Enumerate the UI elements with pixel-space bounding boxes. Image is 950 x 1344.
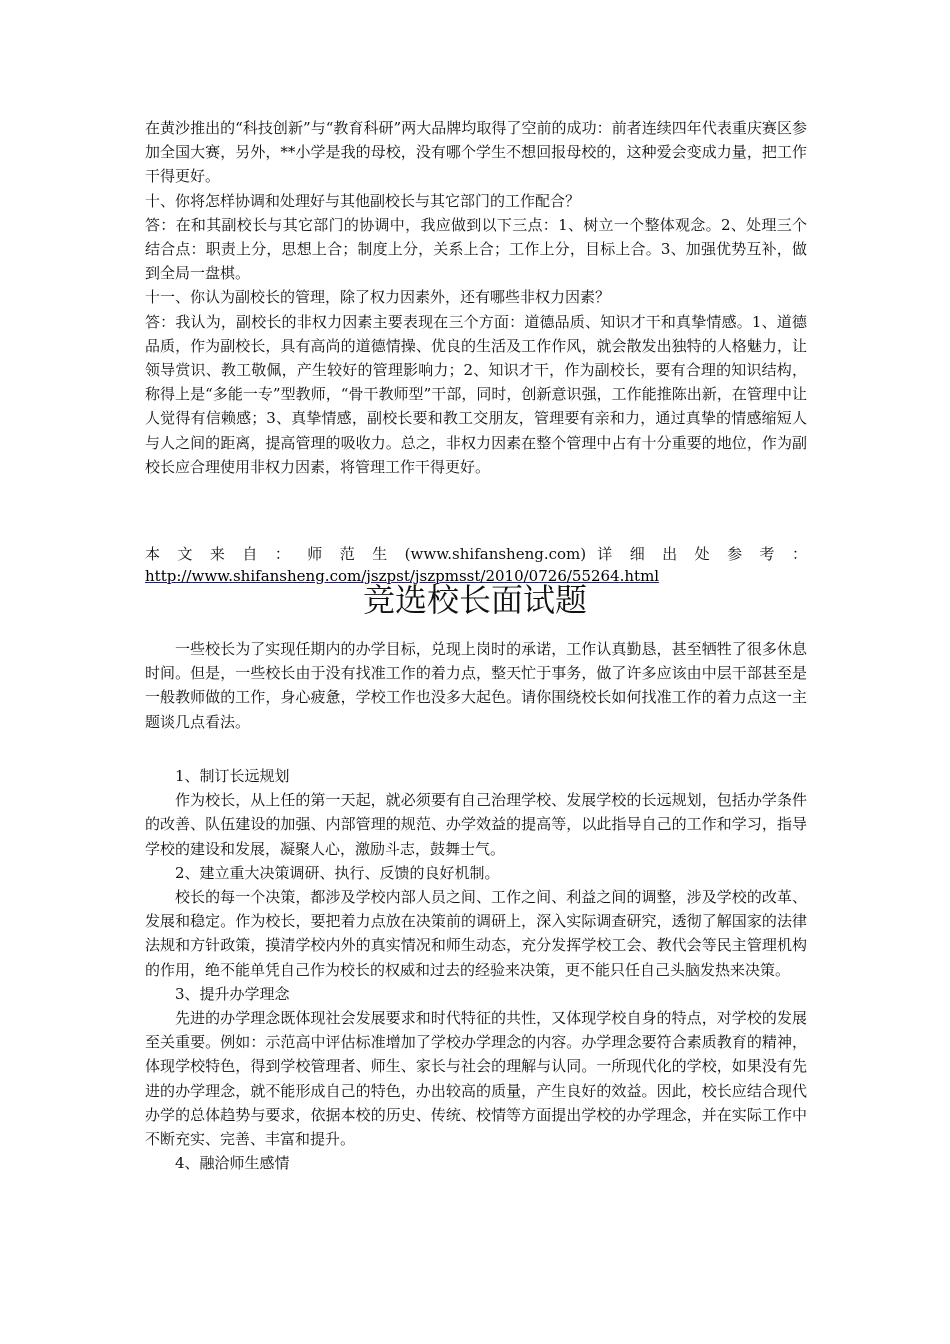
article-intro: 一些校长为了实现任期内的办学目标，兑现上岗时的承诺，工作认真勤恳，甚至牺牲了很多休息时间。但是，一些校长由于没有找准工作的着力点，整天忙于事务，做了许多应该由中层干部甚至是一般教师做的工作，身心疲惫，学校工作也没多大起色。请你围绕校长如何找准工作的着力点这一主题谈几点看法。 bbox=[145, 640, 807, 731]
question-ten: 十、你将怎样协调和处理好与其他副校长与其它部门的工作配合？ bbox=[145, 191, 581, 210]
section-heading-2: 2、建立重大决策调研、执行、反馈的良好机制。 bbox=[175, 863, 500, 882]
section-body-2: 校长的每一个决策，都涉及学校内部人员之间、工作之间、利益之间的调整，涉及学校的改革、发展和稳定。作为校长，要把着力点放在决策前的调研上，深入实际调查研究，透彻了解国家的法律法规和方针政策，摸清学校内外的真实情况和师生动态，充分发挥学校工会、教代会等民主管理机构的作用，绝不能单凭自己作为校长的权威和过去的经验来决策，更不能只任自己头脑发热来决策。 bbox=[145, 888, 807, 979]
answer-ten: 答：在和其副校长与其它部门的协调中，我应做到以下三点：1、树立一个整体观念。2、处理三个结合点：职责上分，思想上合；制度上分，关系上合；工作上分，目标上合。3、加强优势互补，做到全局一盘棋。 bbox=[145, 215, 807, 283]
answer-eleven: 答：我认为，副校长的非权力因素主要表现在三个方面：道德品质、知识才干和真挚情感。1、道德品质，作为副校长，具有高尚的道德情操、优良的生活及工作作风，就会散发出独特的人格魅力，让领导赏识、教工敬佩，产生较好的管理影响力；2、知识才干，作为副校长，要有合理的知识结构，称得上是“多能一专”型教师，“骨干教师型”干部，同时，创新意识强，工作能推陈出新，在管理中让人觉得有信赖感；3、真挚情感，副校长要和教工交朋友，管理要有亲和力，通过真挚的情感缩短人与人之间的距离，提高管理的吸收力。总之，非权力因素在整个管理中占有十分重要的地位，作为副校长应合理使用非权力因素，将管理工作干得更好。 bbox=[145, 312, 807, 476]
article-intro-block bbox=[145, 637, 807, 734]
section-body-1: 作为校长，从上任的第一天起，就必须要有自己治理学校、发展学校的长远规划，包括办学条件的改善、队伍建设的加强、内部管理的规范、办学效益的提高等，以此指导自己的工作和学习，指导学校的建设和发展，凝聚人心，激励斗志，鼓舞士气。 bbox=[145, 791, 807, 858]
source-link[interactable]: http://www.shifansheng.com/jszpst/jszpmsst/2010/0726/55264.html bbox=[145, 567, 660, 585]
section-heading-1: 1、制订长远规划 bbox=[175, 767, 290, 785]
paragraph-brand-success: 在黄沙推出的“科技创新”与“教育科研”两大品牌均取得了空前的成功：前者连续四年代表重庆赛区参加全国大赛，另外，**小学是我的母校，没有哪个学生不想回报母校的，这种爱会变成力量，把工作干得更好。 bbox=[145, 119, 807, 186]
question-eleven: 十一、你认为副校长的管理，除了权力因素外，还有哪些非权力因素？ bbox=[145, 288, 611, 307]
section-heading-3: 3、提升办学理念 bbox=[175, 984, 290, 1003]
source-attribution: 本 文 来 自 ： 师 范 生 (www.shifansheng.com) 详 细 出 处 参 考 ： bbox=[145, 545, 807, 563]
section-heading-4: 4、融洽师生感情 bbox=[175, 1154, 290, 1173]
top-section bbox=[145, 116, 807, 479]
article-title: 竞选校长面试题 bbox=[362, 581, 587, 619]
article-sections bbox=[145, 764, 807, 1175]
section-body-3: 先进的办学理念既体现社会发展要求和时代特征的共性，又体现学校自身的特点，对学校的发展至关重要。例如：示范高中评估标准增加了学校办学理念的内容。办学理念要符合素质教育的精神，体现学校特色，得到学校管理者、师生、家长与社会的理解与认同。一所现代化的学校，如果没有先进的办学理念，就不能形成自己的特色，办出较高的质量，产生良好的效益。因此，校长应结合现代办学的总体趋势与要求，依据本校的历史、传统、校情等方面提出学校的办学理念，并在实际工作中不断充实、完善、丰富和提升。 bbox=[145, 1009, 807, 1149]
